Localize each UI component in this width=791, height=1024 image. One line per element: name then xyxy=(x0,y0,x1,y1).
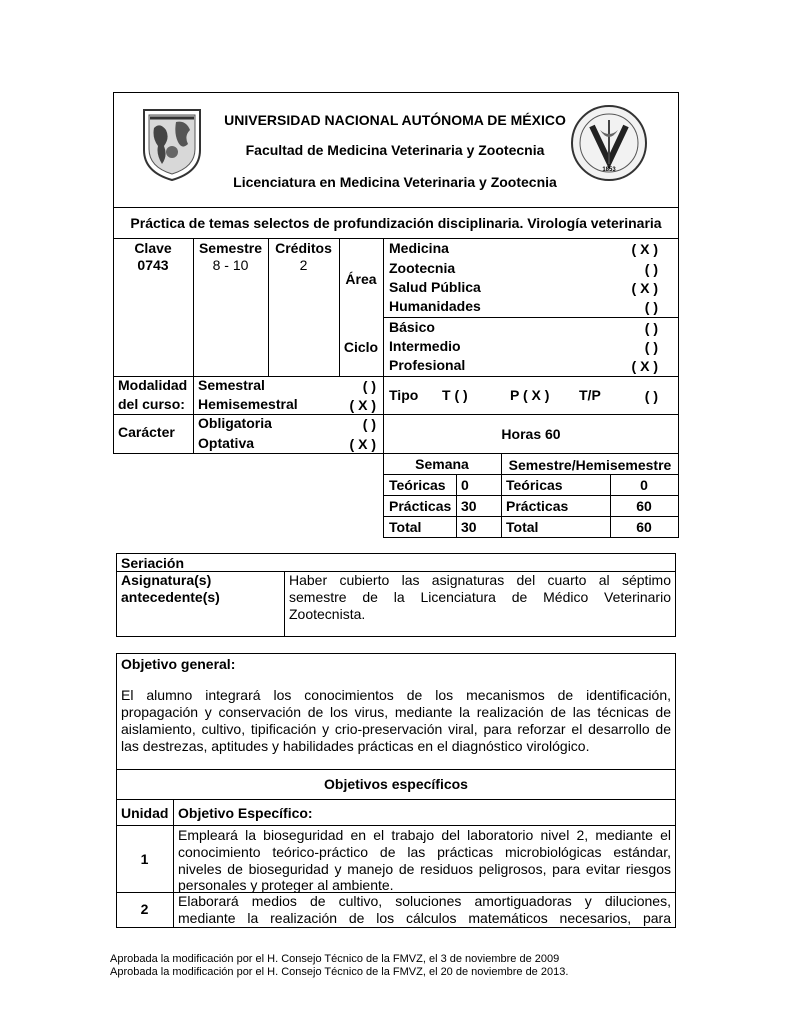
faculty-name: Facultad de Medicina Veterinaria y Zootecnia xyxy=(245,142,545,158)
tipo-t: T ( ) xyxy=(442,387,468,403)
semana-header: Semana xyxy=(415,456,469,472)
area-humanidades-mark: ( ) xyxy=(644,299,658,315)
seriacion-text-line: Haber cubierto las asignaturas del cuarto al séptimo xyxy=(289,572,671,588)
unidad-header: Unidad xyxy=(121,805,169,821)
tipo-label: Tipo xyxy=(389,387,419,403)
hours-row-total: 60 xyxy=(636,519,652,535)
ciclo-label: Ciclo xyxy=(343,339,379,355)
hours-row-label2: Teóricas xyxy=(506,477,563,493)
divider xyxy=(456,474,457,538)
tipo-tp-mark: ( ) xyxy=(644,388,658,404)
unit-line: Elaborará medios de cultivo, soluciones amortiguadoras y diluciones, xyxy=(178,893,671,909)
semestre-label: Semestre xyxy=(198,240,263,256)
course-title: Práctica de temas selectos de profundización disciplinaria. Virología veterinaria xyxy=(130,215,662,231)
objetivo-line: aislamiento, cultivo, tipificación y crio-preservación viral, para reforzar el desarrollo de xyxy=(121,721,671,737)
seriacion-label: Asignatura(s) xyxy=(121,572,212,588)
unam-shield-logo xyxy=(140,106,204,182)
hours-row-week: 0 xyxy=(461,477,469,493)
divider xyxy=(284,571,285,637)
divider xyxy=(383,516,679,517)
hours-row-label: Total xyxy=(389,519,422,535)
modalidad-hemisemestral: Hemisemestral xyxy=(198,396,298,412)
objetivo-especifico-header: Objetivo Específico: xyxy=(178,805,313,821)
unit-line: mediante la realización de los cálculos matemáticos necesarios, para xyxy=(178,910,671,926)
hours-row-label2: Prácticas xyxy=(506,498,569,514)
hours-row-label: Teóricas xyxy=(389,477,446,493)
caracter-label: Carácter xyxy=(118,424,175,440)
divider xyxy=(116,769,676,770)
area-label: Área xyxy=(345,271,377,287)
modalidad-semestral-mark: ( ) xyxy=(362,378,376,394)
hours-row-week: 30 xyxy=(461,498,477,514)
tipo-p: P ( X ) xyxy=(510,387,550,403)
degree-name: Licenciatura en Medicina Veterinaria y Zootecnia xyxy=(233,174,557,190)
unit-line: personales y proteger al ambiente. xyxy=(178,877,394,893)
ciclo-profesional: Profesional xyxy=(389,357,466,373)
hours-row-label2: Total xyxy=(506,519,539,535)
unit-number: 1 xyxy=(140,851,149,867)
divider xyxy=(173,799,174,928)
objetivo-general-title: Objetivo general: xyxy=(121,656,236,672)
hours-row-total: 60 xyxy=(636,498,652,514)
objetivo-line: las destrezas, aptitudes y habilidades prácticas en el diagnóstico virológico. xyxy=(121,738,590,754)
seal-year: 1853 xyxy=(602,167,616,173)
semestre-header: Semestre/Hemisemestre xyxy=(508,457,672,473)
divider xyxy=(383,537,679,538)
unit-line: conocimiento teórico-práctico de las prácticas microbiológicas estándar, xyxy=(178,844,671,860)
divider xyxy=(383,495,679,496)
clave-value: 0743 xyxy=(137,257,169,273)
ciclo-intermedio-mark: ( ) xyxy=(644,339,658,355)
seriacion-title: Seriación xyxy=(121,555,185,571)
area-zootecnia: Zootecnia xyxy=(389,260,456,276)
caracter-obligatoria: Obligatoria xyxy=(198,415,272,431)
university-name: UNIVERSIDAD NACIONAL AUTÓNOMA DE MÉXICO xyxy=(224,112,566,128)
unit-line: niveles de bioseguridad y manejo de residuos peligrosos, para evitar riesgos xyxy=(178,861,671,877)
area-medicina-mark: ( X ) xyxy=(631,241,658,257)
caracter-obligatoria-mark: ( ) xyxy=(362,416,376,432)
seriacion-text-line: semestre de la Licenciatura de Médico Veterinario xyxy=(289,589,671,605)
ciclo-profesional-mark: ( X ) xyxy=(631,358,658,374)
objetivo-line: propagación y conservación de los virus, mediante la realización de las técnicas de xyxy=(121,704,671,720)
divider xyxy=(383,238,384,538)
divider xyxy=(116,799,676,800)
modalidad-semestral: Semestral xyxy=(198,377,265,393)
semestre-value: 8 - 10 xyxy=(212,257,249,273)
divider xyxy=(113,207,679,208)
creditos-label: Créditos xyxy=(275,240,332,256)
hours-row-week: 30 xyxy=(461,519,477,535)
modalidad-hemisemestral-mark: ( X ) xyxy=(349,397,376,413)
creditos-value: 2 xyxy=(299,257,308,273)
ciclo-basico-mark: ( ) xyxy=(644,320,658,336)
seriacion-label-2: antecedente(s) xyxy=(121,589,220,605)
seriacion-text-line: Zootecnista. xyxy=(289,606,366,622)
area-humanidades: Humanidades xyxy=(389,298,481,314)
area-salud-publica-mark: ( X ) xyxy=(631,280,658,296)
objetivos-especificos-title: Objetivos específicos xyxy=(324,776,468,792)
area-medicina: Medicina xyxy=(389,240,449,256)
ciclo-intermedio: Intermedio xyxy=(389,338,461,354)
area-salud-publica: Salud Pública xyxy=(389,279,481,295)
ciclo-basico: Básico xyxy=(389,319,435,335)
unit-line: Empleará la bioseguridad en el trabajo del laboratorio nivel 2, mediante el xyxy=(178,827,671,843)
tipo-tp: T/P xyxy=(579,387,601,403)
hours-row-label: Prácticas xyxy=(389,498,452,514)
footer-line: Aprobada la modificación por el H. Consejo Técnico de la FMVZ, el 20 de noviembre de 2013. xyxy=(110,966,569,978)
caracter-optativa-mark: ( X ) xyxy=(349,436,376,452)
unit-number: 2 xyxy=(140,901,149,917)
objetivo-line: El alumno integrará los conocimientos de los mecanismos de identificación, xyxy=(121,687,671,703)
footer-line: Aprobada la modificación por el H. Consejo Técnico de la FMVZ, el 3 de noviembre de 2009 xyxy=(110,953,560,965)
caracter-optativa: Optativa xyxy=(198,435,255,451)
modalidad-label: Modalidad xyxy=(118,377,188,393)
horas-label: Horas 60 xyxy=(501,426,561,442)
modalidad-label-2: del curso: xyxy=(118,396,185,412)
clave-label: Clave xyxy=(134,240,172,256)
area-zootecnia-mark: ( ) xyxy=(644,261,658,277)
hours-row-total: 0 xyxy=(640,477,648,493)
